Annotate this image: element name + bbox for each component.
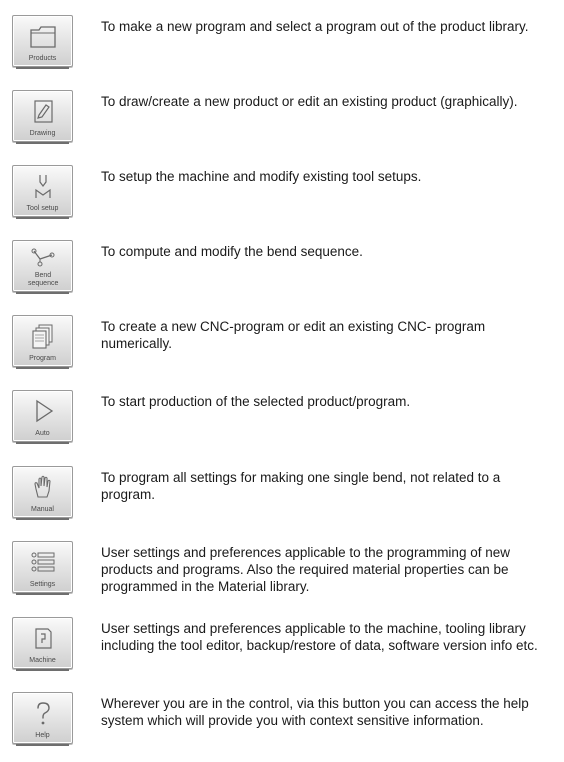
list-settings-icon [28, 548, 58, 576]
punch-die-icon [28, 172, 58, 200]
products-description: To make a new program and select a program out of the product library. [101, 19, 529, 34]
machine-button-label: Machine [29, 657, 56, 664]
pages-icon [28, 322, 58, 350]
drawing-description: To draw/create a new product or edit an existing product (graphically). [101, 94, 518, 109]
bend-sequence-icon [28, 245, 58, 269]
manual-description: To program all settings for making one single bend, not related to a program. [101, 470, 501, 502]
machine-icon [28, 624, 58, 652]
auto-description: To start production of the selected product/program. [101, 394, 411, 409]
auto-button-label: Auto [35, 430, 50, 437]
feature-row-bend-sequence [0, 240, 564, 310]
products-button-label: Products [28, 55, 57, 62]
settings-button-label: Settings [29, 581, 56, 588]
help-button-label: Help [35, 732, 50, 739]
machine-button[interactable] [12, 617, 73, 669]
products-button[interactable] [12, 15, 73, 67]
feature-row-machine [0, 617, 564, 687]
machine-description: User settings and preferences applicable to the machine, tooling library including the tool editor, backup/restore of data, software version info etc. [101, 621, 538, 653]
feature-row-products [0, 15, 564, 85]
tool-setup-button[interactable] [12, 165, 73, 217]
drawing-button[interactable] [12, 90, 73, 142]
tool-setup-button-label: Tool setup [26, 205, 59, 212]
program-button-label: Program [29, 355, 56, 362]
feature-row-drawing [0, 90, 564, 160]
manual-button-label: Manual [31, 506, 54, 513]
pencil-icon [28, 97, 58, 125]
feature-row-program [0, 315, 564, 385]
settings-description: User settings and preferences applicable to the programming of new products and programs. Also the required material properties can be programmed in the Material library. [101, 545, 510, 594]
drawing-button-label: Drawing [29, 130, 56, 137]
feature-row-help [0, 692, 564, 762]
bend-sequence-button[interactable] [12, 240, 73, 292]
manual-button[interactable] [12, 466, 73, 518]
folder-icon [28, 22, 58, 50]
feature-row-settings [0, 541, 564, 611]
hand-icon [28, 473, 58, 501]
feature-row-manual [0, 466, 564, 536]
help-description: Wherever you are in the control, via this button you can access the help system which will provide you with context sensitive information. [101, 696, 529, 728]
help-button[interactable] [12, 692, 73, 744]
feature-row-auto [0, 390, 564, 460]
feature-row-tool-setup [0, 165, 564, 235]
bend-sequence-button-label: Bend sequence [28, 272, 59, 287]
program-description: To create a new CNC-program or edit an existing CNC- program numerically. [101, 319, 486, 351]
settings-button[interactable] [12, 541, 73, 593]
tool-setup-description: To setup the machine and modify existing tool setups. [101, 169, 422, 184]
question-mark-icon [28, 699, 58, 727]
program-button[interactable] [12, 315, 73, 367]
play-icon [28, 397, 58, 425]
bend-sequence-description: To compute and modify the bend sequence. [101, 244, 363, 259]
auto-button[interactable] [12, 390, 73, 442]
